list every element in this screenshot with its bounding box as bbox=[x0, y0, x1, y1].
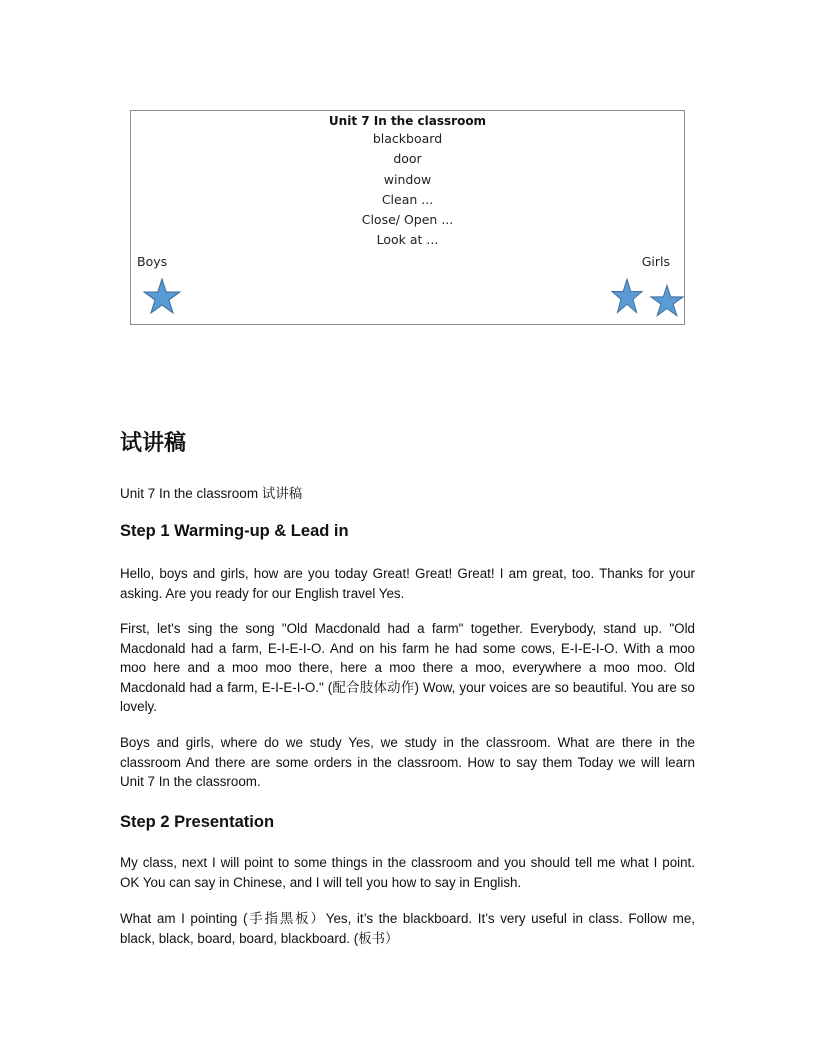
document-subtitle: Unit 7 In the classroom 试讲稿 bbox=[120, 486, 303, 501]
girls-star-icon bbox=[650, 284, 684, 317]
blackboard-design-box bbox=[130, 110, 685, 325]
board-item-close-open: Close/ Open ... bbox=[361, 212, 454, 228]
step2-heading: Step 2 Presentation bbox=[120, 813, 275, 831]
step1-paragraph-3: Boys and girls, where do we study Yes, we study in the classroom. What are there in the classroom And there are some orders in the classroom. How to say them Today we will learn Unit 7 In the classroom. bbox=[120, 735, 695, 790]
step1-paragraph-1: Hello, boys and girls, how are you today Great! Great! Great! I am great, too. Thanks for your asking. Are you ready for our English travel Yes. bbox=[120, 566, 695, 601]
step2-paragraph-2: What am I pointing (手指黑板）Yes, it’s the blackboard. It’s very useful in class. Follow me, black, black, board, board, blackboard. (板书） bbox=[120, 911, 695, 946]
board-title: Unit 7 In the classroom bbox=[328, 114, 487, 128]
board-item-look-at: Look at ... bbox=[376, 232, 439, 248]
step1-paragraph-2: First, let's sing the song "Old Macdonald had a farm" together. Everybody, stand up. "Old Macdonald had a farm, E-I-E-I-O. And on his farm he had some cows, E-I-E-I-O. With a moo moo here and a moo moo there, here a moo there a moo, everywhere a moo moo. Old Macdonald had a farm, E-I-E-I-O." (配合肢体动作) Wow, your voices are so beautiful. You are so lovely. bbox=[120, 621, 695, 715]
board-item-blackboard: blackboard bbox=[372, 131, 443, 146]
board-item-clean: Clean ... bbox=[381, 191, 434, 207]
page-title: 试讲稿 bbox=[120, 431, 187, 456]
board-item-door: door bbox=[393, 151, 422, 167]
step2-paragraph-1: My class, next I will point to some things in the classroom and you should tell me what I point. OK You can say in Chinese, and I will tell you how to say in English. bbox=[120, 855, 695, 890]
girls-star-icon bbox=[611, 278, 643, 314]
step1-heading: Step 1 Warming-up & Lead in bbox=[120, 522, 349, 540]
boys-label: Boys bbox=[137, 254, 168, 269]
board-content bbox=[131, 113, 684, 251]
board-item-window: window bbox=[383, 171, 432, 187]
boys-star-icon bbox=[143, 278, 181, 314]
girls-label: Girls bbox=[641, 254, 670, 269]
